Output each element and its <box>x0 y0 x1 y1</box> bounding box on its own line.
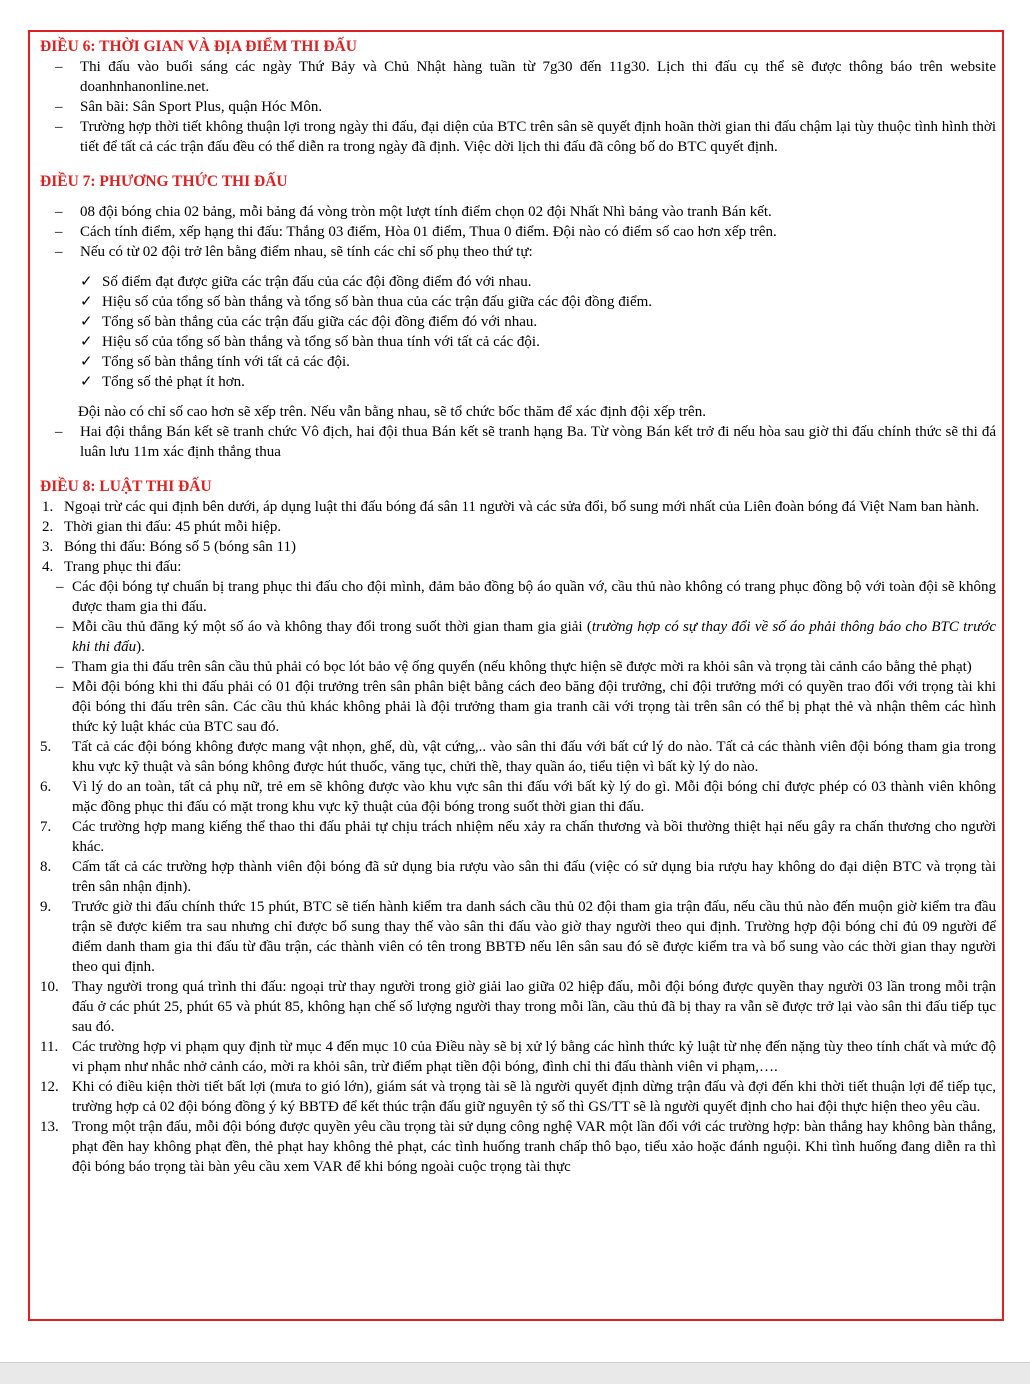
dash-marker: – <box>55 119 63 135</box>
dieu6-heading: ĐIỀU 6: THỜI GIAN VÀ ĐỊA ĐIỂM THI ĐẤU <box>40 38 357 55</box>
dieu8-heading: ĐIỀU 8: LUẬT THI ĐẤU <box>40 478 212 495</box>
dash-marker: – <box>55 204 63 220</box>
checklist-item: ✓ Hiệu số của tổng số bàn thắng và tổng số bàn thua của các trận đấu giữa các đội đồng điểm. <box>80 294 653 310</box>
numbered-item: 10. Thay người trong quá trình thi đấu: ngoại trừ thay người trong giờ giải lao giữa 02 hiệp đấu, mỗi đội bóng được quyền thay người 03 lần trong mỗi trận đấu ở các phút 25, phút 65 và phút 85, không hạn chế số lượng người thay trong mỗi lần, cầu thủ đã bị thay ra vẫn sẽ được trở lại vào sân thi đấu tiếp tục sau đó. <box>40 979 996 1035</box>
dash-marker: – <box>56 679 64 695</box>
checklist-item: ✓ Tổng số bàn thắng tính với tất cả các đội. <box>80 354 350 370</box>
numbered-item: 8. Cấm tất cả các trường hợp thành viên đội bóng đã sử dụng bia rượu vào sân thi đấu (việc có sử dụng bia rượu hay không do đại diện BTC và trọng tài trên sân nhận định). <box>40 859 996 895</box>
checkmark-icon: ✓ <box>80 374 93 390</box>
checklist-item: ✓ Hiệu số của tổng số bàn thắng và tổng số bàn thua tính với tất cả các đội. <box>80 334 540 350</box>
sub-item: – Tham gia thi đấu trên sân cầu thủ phải có bọc lót bảo vệ ống quyển (nếu không thực hiện sẽ được mời ra khỏi sân và trọng tài cảnh cáo bằng thẻ phạt) <box>56 659 972 675</box>
checklist-item: ✓ Tổng số thẻ phạt ít hơn. <box>80 374 245 390</box>
window-bottom-bar <box>0 1362 1030 1384</box>
dash-marker: – <box>55 59 63 75</box>
numbered-item: 3. Bóng thi đấu: Bóng số 5 (bóng sân 11) <box>42 539 296 555</box>
list-item: – Thi đấu vào buổi sáng các ngày Thứ Bảy và Chủ Nhật hàng tuần từ 7g30 đến 11g30. Lịch thi đấu cụ thể sẽ được thông báo trên website doanhnhanonline.net. <box>55 59 996 95</box>
list-item: – Cách tính điểm, xếp hạng thi đấu: Thắng 03 điểm, Hòa 01 điểm, Thua 0 điểm. Đội nào có điểm số cao hơn xếp trên. <box>55 224 777 240</box>
dash-marker: – <box>56 579 64 595</box>
numbered-item: 5. Tất cả các đội bóng không được mang vật nhọn, ghế, dù, vật cứng,.. vào sân thi đấu với bất cứ lý do nào. Tất cả các thành viên đội bóng tham gia trong khu vực kỹ thuật và sân bóng không được hút thuốc, văng tục, chửi thề, thay quần áo, tiểu tiện vì bất kỳ lý do nào. <box>40 739 996 775</box>
numbered-item: 1. Ngoại trừ các qui định bên dưới, áp dụng luật thi đấu bóng đá sân 11 người và các sửa đổi, bổ sung mới nhất của Liên đoàn bóng đá Việt Nam ban hành. <box>42 499 980 515</box>
numbered-item: 7. Các trường hợp mang kiếng thể thao thi đấu phải tự chịu trách nhiệm nếu xảy ra chấn thương và bồi thường thiệt hại nếu gây ra chấn thương cho người khác. <box>40 819 996 855</box>
checkmark-icon: ✓ <box>80 314 93 330</box>
numbered-item: 4. Trang phục thi đấu: <box>42 559 182 575</box>
document-body <box>40 37 996 1177</box>
numbered-item: 2. Thời gian thi đấu: 45 phút mỗi hiệp. <box>42 519 282 535</box>
checkmark-icon: ✓ <box>80 354 93 370</box>
tiebreak-note: Đội nào có chỉ số cao hơn sẽ xếp trên. Nếu vẫn bằng nhau, sẽ tổ chức bốc thăm để xác định đội xếp trên. <box>78 404 706 420</box>
checklist-item: ✓ Số điểm đạt được giữa các trận đấu của các đội đồng điểm đó với nhau. <box>80 274 532 290</box>
numbered-item: 12. Khi có điều kiện thời tiết bất lợi (mưa to gió lớn), giám sát và trọng tài sẽ là người quyết định dừng trận đấu và đợi đến khi thời tiết thuận lợi để tiếp tục, trường hợp cả 02 đội bóng đồng ý ký BBTĐ để kết thúc trận đấu giữ nguyên tỷ số thì GS/TT sẽ là người quyết định cho hai đội thực hiện theo yêu cầu. <box>40 1079 996 1115</box>
dash-marker: – <box>56 659 64 675</box>
list-item: – Sân bãi: Sân Sport Plus, quận Hóc Môn. <box>55 99 323 115</box>
numbered-item: 6. Vì lý do an toàn, tất cả phụ nữ, trẻ em sẽ không được vào khu vực sân thi đấu với bất kỳ lý do gì. Mỗi đội bóng chỉ được phép có 03 thành viên không mặc đồng phục thi đấu có mặt trong khu vực kỹ thuật của đội bóng trong suốt thời gian thi đấu. <box>40 779 996 815</box>
checkmark-icon: ✓ <box>80 274 93 290</box>
checkmark-icon: ✓ <box>80 334 93 350</box>
list-item: – Trường hợp thời tiết không thuận lợi trong ngày thi đấu, đại diện của BTC trên sân sẽ quyết định hoãn thời gian thi đấu chậm lại tùy thuộc tình hình thời tiết để tất cả các trận đấu đều có thể diễn ra trong ngày đã định. Việc dời lịch thi đấu đã công bố do BTC quyết định. <box>55 119 996 155</box>
dash-marker: – <box>55 424 63 440</box>
sub-item: – Các đội bóng tự chuẩn bị trang phục thi đấu cho đội mình, đảm bảo đồng bộ áo quần vớ, cầu thủ nào không có trang phục đồng bộ với toàn đội sẽ không được tham gia thi đấu. <box>56 579 996 615</box>
dash-marker: – <box>55 99 63 115</box>
sub-item: – Mỗi cầu thủ đăng ký một số áo và không thay đổi trong suốt thời gian tham gia giải (trường hợp có sự thay đổi về số áo phải thông báo cho BTC trước khi thi đấu). <box>56 619 996 655</box>
numbered-item: 9. Trước giờ thi đấu chính thức 15 phút, BTC sẽ tiến hành kiểm tra danh sách cầu thủ 02 đội tham gia trận đấu, nếu cầu thủ nào đến muộn giờ kiểm tra đầu trận sẽ được kiểm tra sau nhưng chỉ được bổ sung thay thế vào sân thi đấu vào giờ thay người theo qui định. Trường hợp đội bóng chỉ đủ 09 người để điểm danh tham gia thi đấu từ đầu trận, các thành viên có tên trong BBTĐ nếu lên sân sau đó sẽ được kiểm tra và bổ sung vào các thời gian thay người theo qui định. <box>40 899 996 975</box>
list-item: – 08 đội bóng chia 02 bảng, mỗi bảng đá vòng tròn một lượt tính điểm chọn 02 đội Nhất Nhì bảng vào tranh Bán kết. <box>55 204 772 220</box>
sub-item: – Mỗi đội bóng khi thi đấu phải có 01 đội trưởng trên sân phân biệt bằng cách đeo băng đội trưởng, chỉ đội trưởng mới có quyền trao đổi với trọng tài khi đội bóng thi đấu trên sân. Các cầu thủ khác không phải là đội trưởng tham gia tranh cãi với trọng tài trên sân có thể bị phạt thẻ và nhận thêm các hình thức kỷ luật khác của BTC sau đó. <box>56 679 996 735</box>
dash-marker: – <box>55 224 63 240</box>
dash-marker: – <box>56 619 64 635</box>
checkmark-icon: ✓ <box>80 294 93 310</box>
numbered-item: 11. Các trường hợp vi phạm quy định từ mục 4 đến mục 10 của Điều này sẽ bị xử lý bằng các hình thức kỷ luật từ nhẹ đến nặng tùy theo tính chất và mức độ vi phạm như nhắc nhở cảnh cáo, mời ra khỏi sân, trừ điểm phạt tiền đội bóng, đình chỉ thi đấu thành viên vi phạm,…. <box>40 1039 996 1075</box>
dash-marker: – <box>55 244 63 260</box>
list-item: – Nếu có từ 02 đội trở lên bằng điểm nhau, sẽ tính các chỉ số phụ theo thứ tự: <box>55 244 533 260</box>
list-item: – Hai đội thắng Bán kết sẽ tranh chức Vô địch, hai đội thua Bán kết sẽ tranh hạng Ba. Từ vòng Bán kết trở đi nếu hòa sau giờ thi đấu chính thức sẽ thi đá luân lưu 11m xác định thắng thua <box>55 424 996 460</box>
numbered-item: 13. Trong một trận đấu, mỗi đội bóng được quyền yêu cầu trọng tài sử dụng công nghệ VAR một lần đối với các trường hợp: bàn thắng hay không bàn thắng, phạt đền hay không phạt đền, thẻ phạt hay không thẻ phạt, các tình huống tranh chấp thô bạo, tiểu xảo hoặc đánh nguội. Khi tình huống đang diễn ra thì đội bóng báo trọng tài bàn yêu cầu xem VAR để khi bóng ngoài cuộc trọng tài thực <box>40 1119 996 1175</box>
checklist-item: ✓ Tổng số bàn thắng của các trận đấu giữa các đội đồng điểm đó với nhau. <box>80 314 538 330</box>
dieu7-heading: ĐIỀU 7: PHƯƠNG THỨC THI ĐẤU <box>40 173 288 190</box>
